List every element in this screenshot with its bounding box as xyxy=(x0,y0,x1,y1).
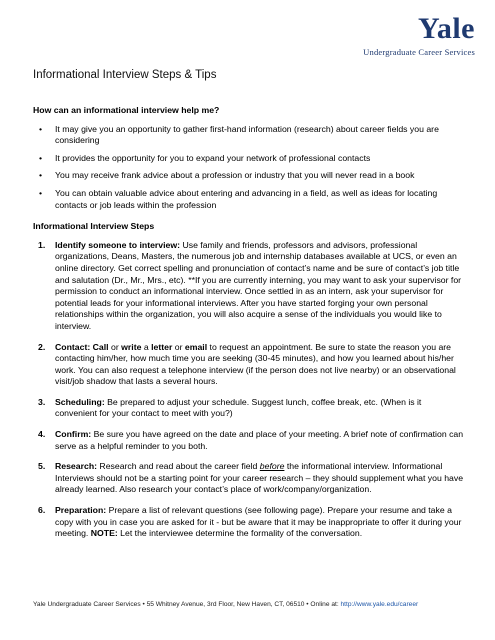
step-label: Contact: Call xyxy=(55,341,109,352)
step-number: 6. xyxy=(38,505,46,516)
step-text: Be sure you have agreed on the date and place of your meeting. A brief note of confirmation can serve as a helpful reminder to you both. xyxy=(55,429,464,451)
step-text: Be prepared to adjust your schedule. Suggest lunch, coffee break, etc. (When is it convenient for your contact to meet with you?) xyxy=(55,396,422,419)
yale-logo xyxy=(363,14,475,57)
footer-link[interactable]: http://www.yale.edu/career xyxy=(340,601,419,608)
step-label: Preparation: xyxy=(55,505,107,516)
step-item-6 xyxy=(33,505,465,540)
steps-list xyxy=(33,240,465,540)
step-number: 1. xyxy=(38,239,46,250)
step-label: Identify someone to interview: xyxy=(55,239,181,250)
logo-subtitle: Undergraduate Career Services xyxy=(363,47,475,57)
help-bullet: • You may receive frank advice about a profession or industry that you will never read in a book xyxy=(33,170,465,182)
step-number: 4. xyxy=(38,429,46,440)
step-text: Prepare a list of relevant questions (see following page). Prepare your resume and take a copy with you in case you are asked for it - but be aware that it may be inappropriate to offer it during your meeting. xyxy=(55,505,462,539)
step-text: or xyxy=(108,341,122,352)
document-body xyxy=(33,105,465,549)
step-text: the informational interview. Informational Interviews should not be a starting point for your career research – they should supplement what you have already learned. Also research your contact’s place of work/company/organization. xyxy=(55,461,464,495)
step-label: Scheduling: xyxy=(55,396,105,407)
step-label: Research: xyxy=(55,461,98,472)
step-number: 2. xyxy=(38,341,46,352)
step-emphasis: before xyxy=(259,461,285,472)
step-item-4 xyxy=(33,429,465,452)
steps-heading: Informational Interview Steps xyxy=(33,221,155,232)
step-number: 3. xyxy=(38,396,46,407)
help-heading: How can an informational interview help me? xyxy=(33,105,220,115)
logo-wordmark: Yale xyxy=(418,12,475,45)
step-text: or xyxy=(172,341,185,352)
step-item-3 xyxy=(33,397,465,420)
step-text: Use family and friends, professors and advisors, professional organizations, Deans, Masters, the numerous job and internship databases available at UCS, or even an online directory. Get correct spelling and pronunciation of contact’s name and be sure of contact’s job title and salutation (Dr., Mr., Mrs., etc). **If you are currently interning, you may want to ask your supervisor for permission to conduct an informational interview. Once settled in as an intern, ask your supervisor for potential leads for your informational interviews. After you have started forging your own personal relationships within the organization, you will also acquire a sense of the individuals you would like to interview. xyxy=(55,239,462,331)
help-bullet: • It provides the opportunity for you to expand your network of professional contacts xyxy=(33,153,465,165)
document-title: Informational Interview Steps & Tips xyxy=(33,69,217,81)
footer xyxy=(33,601,418,608)
step-text: Research and read about the career field xyxy=(97,461,260,472)
footer-text: Yale Undergraduate Career Services • 55 Whitney Avenue, 3rd Floor, New Haven, CT, 06510 • Online at: xyxy=(33,601,341,608)
step-emphasis: email xyxy=(184,341,208,352)
help-bullet: • It may give you an opportunity to gather first-hand information (research) about career fields you are considering xyxy=(33,124,465,147)
step-item-1 xyxy=(33,240,465,333)
step-item-2 xyxy=(33,342,465,388)
step-number: 5. xyxy=(38,461,46,472)
step-text: a xyxy=(141,341,152,352)
step-emphasis: letter xyxy=(151,341,173,352)
step-text: Let the interviewee determine the formality of the conversation. xyxy=(117,528,363,539)
step-emphasis: write xyxy=(121,341,142,352)
step-note-label: NOTE: xyxy=(90,528,118,539)
help-bullet: • You can obtain valuable advice about entering and advancing in a field, as well as ideas for locating contacts or job leads within the profession xyxy=(33,188,465,211)
help-bullet-list xyxy=(33,124,465,212)
step-label: Confirm: xyxy=(55,429,92,440)
step-text: to request an appointment. Be sure to state the reason you are contacting him/her, how much time you are seeking (30-45 minutes), and how you learned about his/her work. You can also request a telephone interview (if the person does not live nearby) or an observational visit/job shadow that lasts a several hours. xyxy=(55,341,456,387)
step-item-5 xyxy=(33,461,465,496)
